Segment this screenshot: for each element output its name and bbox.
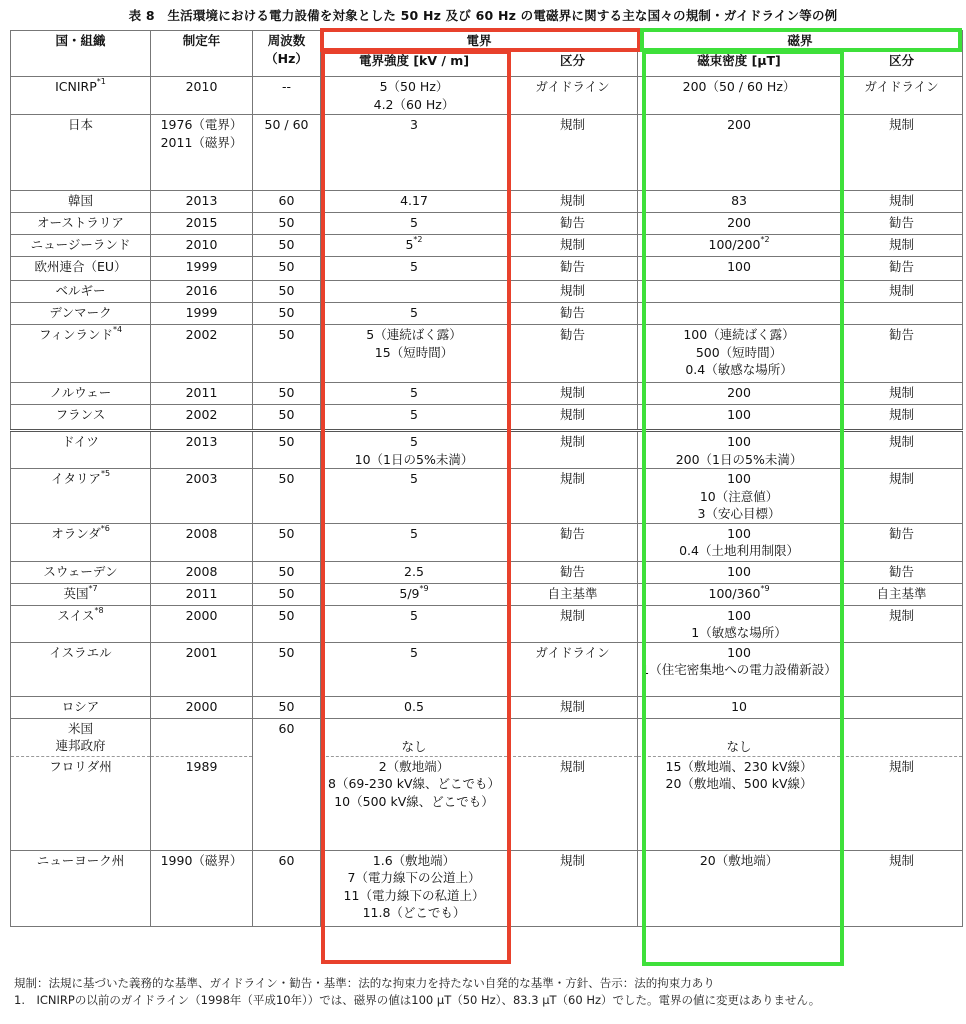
magnetic-class-cell: 規制 [841, 405, 963, 431]
table-row [11, 469, 963, 524]
magnetic-class-cell: 規制 [841, 431, 963, 469]
magnetic-class-cell: 規制 [841, 605, 963, 642]
header-year: 制定年 [151, 31, 253, 77]
country-cell: フィンランド$^{*4}$ [11, 325, 151, 383]
electric-class-cell: 勧告 [508, 257, 638, 281]
table-row [11, 383, 963, 405]
electric-class-cell: 自主基準 [508, 583, 638, 605]
table-row [11, 235, 963, 257]
table-row [11, 642, 963, 696]
year-cell: 2001 [151, 642, 253, 696]
electric-class-cell: 規制 [508, 115, 638, 191]
frequency-cell: 50 [253, 213, 321, 235]
magnetic-field-cell: 15（敷地端、230 kV線） 20（敷地端、500 kV線） [638, 756, 841, 850]
electric-field-cell: 5 [321, 405, 508, 431]
electric-class-cell: 規制 [508, 756, 638, 850]
magnetic-class-cell [841, 642, 963, 696]
table-row [11, 115, 963, 191]
magnetic-field-cell: 100 [638, 561, 841, 583]
year-cell [151, 718, 253, 756]
electric-class-cell: 勧告 [508, 523, 638, 561]
electric-field-cell [321, 281, 508, 303]
country-cell: フランス [11, 405, 151, 431]
year-cell: 1999 [151, 303, 253, 325]
electric-field-cell: 4.17 [321, 191, 508, 213]
table-row [11, 191, 963, 213]
table-row [11, 561, 963, 583]
electric-class-cell: 規制 [508, 696, 638, 718]
country-cell: イタリア$^{*5}$ [11, 469, 151, 524]
magnetic-class-cell: 勧告 [841, 257, 963, 281]
electric-field-cell: 5 [321, 213, 508, 235]
electric-class-cell: 規制 [508, 469, 638, 524]
year-cell: 2011 [151, 383, 253, 405]
magnetic-class-cell: 規制 [841, 281, 963, 303]
table-row [11, 213, 963, 235]
magnetic-field-cell: 100（連続ばく露） 500（短時間） 0.4（敏感な場所） [638, 325, 841, 383]
magnetic-class-cell: 自主基準 [841, 583, 963, 605]
electric-class-cell [508, 718, 638, 756]
electric-class-cell: ガイドライン [508, 77, 638, 115]
magnetic-field-cell: 100/200$^{*2}$ [638, 235, 841, 257]
notes [14, 975, 820, 1009]
frequency-cell: 50 [253, 235, 321, 257]
header-magnetic-flux-density: 磁束密度 [μT] [638, 51, 841, 77]
magnetic-field-cell: 100 [638, 257, 841, 281]
table-row [11, 523, 963, 561]
electric-field-cell: 3 [321, 115, 508, 191]
country-cell: ロシア [11, 696, 151, 718]
magnetic-class-cell: 規制 [841, 115, 963, 191]
table-row [11, 405, 963, 431]
electric-class-cell: 規制 [508, 850, 638, 926]
electric-class-cell: 規制 [508, 191, 638, 213]
table-row [11, 77, 963, 115]
year-cell: 2013 [151, 191, 253, 213]
magnetic-field-cell [638, 281, 841, 303]
country-cell: フロリダ州 [11, 756, 151, 850]
frequency-cell: 50 [253, 431, 321, 469]
year-cell: 2008 [151, 523, 253, 561]
header-country: 国・組織 [11, 31, 151, 77]
year-cell: 2016 [151, 281, 253, 303]
header-electric-field-group: 電界 [321, 31, 638, 51]
frequency-cell: 50 [253, 405, 321, 431]
magnetic-field-cell [638, 303, 841, 325]
year-cell: 1976（電界） 2011（磁界） [151, 115, 253, 191]
magnetic-class-cell: 勧告 [841, 561, 963, 583]
country-cell: スウェーデン [11, 561, 151, 583]
magnetic-class-cell [841, 718, 963, 756]
country-cell: 韓国 [11, 191, 151, 213]
magnetic-class-cell [841, 696, 963, 718]
magnetic-class-cell: 規制 [841, 469, 963, 524]
year-cell: 1990（磁界） [151, 850, 253, 926]
table-title: 表 8 生活環境における電力設備を対象とした 50 Hz 及び 60 Hz の電磁界に関する主な国々の規制・ガイドライン等の例 [128, 8, 838, 23]
magnetic-class-cell: 規制 [841, 850, 963, 926]
country-cell: 英国$^{*7}$ [11, 583, 151, 605]
electric-field-cell: 2.5 [321, 561, 508, 583]
magnetic-field-cell: 200 [638, 115, 841, 191]
country-cell: デンマーク [11, 303, 151, 325]
magnetic-field-cell: 100 1（敏感な場所） [638, 605, 841, 642]
frequency-cell: 50 [253, 281, 321, 303]
frequency-cell: 50 [253, 583, 321, 605]
table-row [11, 696, 963, 718]
footnote-marker: *7 [88, 583, 98, 593]
electric-class-cell: 勧告 [508, 561, 638, 583]
frequency-cell: 50 [253, 325, 321, 383]
electric-field-cell: 5（50 Hz） 4.2（60 Hz） [321, 77, 508, 115]
country-cell: ノルウェー [11, 383, 151, 405]
magnetic-class-cell: 勧告 [841, 325, 963, 383]
year-cell: 2015 [151, 213, 253, 235]
footnote-marker: *4 [112, 325, 123, 334]
magnetic-field-cell: 100 10（注意値） 3（安心目標） [638, 469, 841, 524]
magnetic-field-cell: なし [638, 718, 841, 756]
frequency-cell: 50 [253, 605, 321, 642]
magnetic-field-cell: 200 [638, 383, 841, 405]
magnetic-field-cell: 200 [638, 213, 841, 235]
footnote-marker: *6 [100, 523, 110, 533]
electric-class-cell: 規制 [508, 235, 638, 257]
electric-field-cell: 0.5 [321, 696, 508, 718]
electric-field-cell: 5 [321, 523, 508, 561]
table-row [11, 325, 963, 383]
frequency-cell: 60 [253, 191, 321, 213]
electric-class-cell: 規制 [508, 405, 638, 431]
country-cell: イスラエル [11, 642, 151, 696]
magnetic-field-cell: 100 0.4（土地利用制限） [638, 523, 841, 561]
table-row [11, 718, 963, 756]
magnetic-class-cell: 勧告 [841, 213, 963, 235]
frequency-cell: 50 / 60 [253, 115, 321, 191]
frequency-cell: 50 [253, 469, 321, 524]
magnetic-class-cell [841, 303, 963, 325]
electric-field-cell: 5 [321, 642, 508, 696]
year-cell: 2013 [151, 431, 253, 469]
electric-class-cell: 規制 [508, 281, 638, 303]
frequency-cell: 60 [253, 850, 321, 926]
footnote-marker: *1 [96, 77, 106, 86]
magnetic-field-cell: 100 [638, 405, 841, 431]
footnote-marker: *8 [94, 605, 104, 615]
footnote-marker: *9 [419, 583, 429, 593]
table-row [11, 605, 963, 642]
header-electric-field-strength: 電界強度 [kV / m] [321, 51, 508, 77]
table-row [11, 850, 963, 926]
electric-field-cell: 5（連続ばく露） 15（短時間） [321, 325, 508, 383]
electric-class-cell: 勧告 [508, 325, 638, 383]
year-cell: 2008 [151, 561, 253, 583]
magnetic-class-cell: 規制 [841, 191, 963, 213]
frequency-cell: 50 [253, 523, 321, 561]
country-cell: オーストラリア [11, 213, 151, 235]
frequency-cell: -- [253, 77, 321, 115]
frequency-cell: 50 [253, 642, 321, 696]
table-row [11, 431, 963, 469]
electric-field-cell: 5$^{*2}$ [321, 235, 508, 257]
regulation-table [10, 30, 963, 927]
footnote-marker: *2 [760, 235, 770, 244]
magnetic-field-cell: 20（敷地端） [638, 850, 841, 926]
table-row [11, 281, 963, 303]
electric-class-cell: 規制 [508, 605, 638, 642]
country-cell: 日本 [11, 115, 151, 191]
magnetic-field-cell: 10 [638, 696, 841, 718]
footnote-marker: *5 [100, 469, 111, 478]
magnetic-field-cell: 100 200（1日の5%未満） [638, 431, 841, 469]
table-row [11, 257, 963, 281]
year-cell: 1999 [151, 257, 253, 281]
header-magnetic-field-group: 磁界 [638, 31, 963, 51]
magnetic-field-cell: 100/360$^{*9}$ [638, 583, 841, 605]
frequency-cell: 50 [253, 383, 321, 405]
year-cell: 2011 [151, 583, 253, 605]
footnote-marker: *9 [760, 583, 770, 593]
country-cell: ICNIRP$^{*1}$ [11, 77, 151, 115]
country-cell: ドイツ [11, 431, 151, 469]
note-1: 1. ICNIRPの以前のガイドライン（1998年（平成10年））では、磁界の値は100 μT（50 Hz）、83.3 μT（60 Hz）でした。電界の値に変更はありません。 [14, 993, 821, 1007]
electric-field-cell: 5 [321, 303, 508, 325]
electric-field-cell: 5 [321, 469, 508, 524]
electric-class-cell: 規制 [508, 431, 638, 469]
electric-field-cell: 5 [321, 605, 508, 642]
electric-field-cell: 5 [321, 383, 508, 405]
table-row [11, 583, 963, 605]
table-row [11, 756, 963, 850]
country-cell: ニュージーランド [11, 235, 151, 257]
electric-field-cell: なし [321, 718, 508, 756]
year-cell: 2003 [151, 469, 253, 524]
country-cell: ベルギー [11, 281, 151, 303]
country-cell: オランダ$^{*6}$ [11, 523, 151, 561]
magnetic-field-cell: 200（50 / 60 Hz） [638, 77, 841, 115]
electric-field-cell: 2（敷地端） 8（69-230 kV線、どこでも） 10（500 kV線、どこでも） [321, 756, 508, 850]
header-magnetic-class: 区分 [841, 51, 963, 77]
country-cell: 欧州連合（EU） [11, 257, 151, 281]
magnetic-class-cell: 勧告 [841, 523, 963, 561]
header-electric-class: 区分 [508, 51, 638, 77]
magnetic-class-cell: 規制 [841, 235, 963, 257]
year-cell: 2000 [151, 696, 253, 718]
year-cell: 2002 [151, 405, 253, 431]
country-cell: ニューヨーク州 [11, 850, 151, 926]
magnetic-class-cell: ガイドライン [841, 77, 963, 115]
electric-field-cell: 5 [321, 257, 508, 281]
electric-class-cell: 規制 [508, 383, 638, 405]
note-legend: 規制：法規に基づいた義務的な基準、ガイドライン・勧告・基準：法的な拘束力を持たない自発的な基準・方針、告示：法的拘束力あり [14, 976, 715, 990]
magnetic-class-cell: 規制 [841, 756, 963, 850]
frequency-cell: 50 [253, 696, 321, 718]
electric-class-cell: 勧告 [508, 303, 638, 325]
frequency-cell: 50 [253, 257, 321, 281]
frequency-cell: 50 [253, 303, 321, 325]
magnetic-class-cell: 規制 [841, 383, 963, 405]
year-cell: 2002 [151, 325, 253, 383]
header-frequency: 周波数（Hz） [253, 31, 321, 77]
magnetic-field-cell: 100 1（住宅密集地への電力設備新設） [638, 642, 841, 696]
country-cell: 米国 連邦政府 [11, 718, 151, 756]
frequency-cell: 60 [253, 718, 321, 850]
country-cell: スイス$^{*8}$ [11, 605, 151, 642]
magnetic-field-cell: 83 [638, 191, 841, 213]
electric-field-cell: 5/9$^{*9}$ [321, 583, 508, 605]
table-row [11, 303, 963, 325]
electric-field-cell: 5 10（1日の5%未満） [321, 431, 508, 469]
electric-field-cell: 1.6（敷地端） 7（電力線下の公道上） 11（電力線下の私道上） 11.8（どこでも） [321, 850, 508, 926]
electric-class-cell: ガイドライン [508, 642, 638, 696]
year-cell: 2000 [151, 605, 253, 642]
footnote-marker: *2 [413, 235, 423, 244]
year-cell: 2010 [151, 77, 253, 115]
electric-class-cell: 勧告 [508, 213, 638, 235]
year-cell: 2010 [151, 235, 253, 257]
year-cell: 1989 [151, 756, 253, 850]
frequency-cell: 50 [253, 561, 321, 583]
